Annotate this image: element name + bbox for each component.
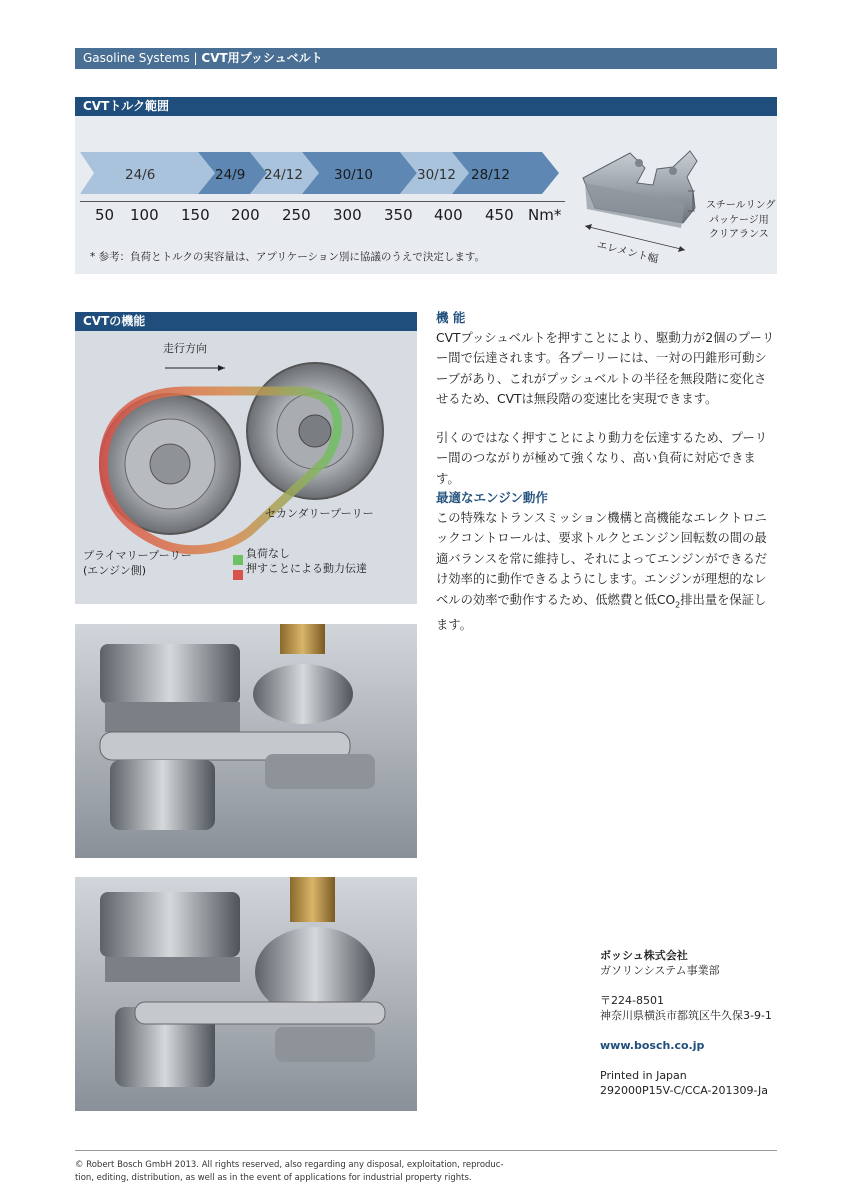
address: 神奈川県横浜市都筑区牛久保3-9-1 <box>600 1009 772 1022</box>
label-package: パッケージ用 <box>709 215 769 226</box>
label-steel-ring: スチールリング <box>706 200 776 211</box>
range-label-2: 24/9 <box>215 167 246 183</box>
header-separator: | <box>189 51 202 65</box>
scale-tick-50: 50 <box>95 206 115 224</box>
heading-engine-operation: 最適なエンジン動作 <box>436 490 548 505</box>
label-primary-pulley: プライマリープーリー <box>83 549 192 562</box>
scale-tick-150: 150 <box>181 206 210 224</box>
company-name: ボッシュ株式会社 <box>600 949 688 962</box>
copyright-line-1: © Robert Bosch GmbH 2013. All rights reserved, also regarding any disposal, exploitation, reproduc- <box>75 1160 504 1170</box>
division-name: ガソリンシステム事業部 <box>600 964 720 977</box>
paragraph-function-1: CVTプッシュベルトを押すことにより、駆動力が2個のプーリー間で伝達されます。各プーリーには、一対の円錐形可動シーブがあり、これがプッシュベルトの半径を無段階に変化させるため、CVTは無段階の変速比を実現できます。 <box>436 331 775 407</box>
scale-baseline <box>80 201 565 202</box>
torque-note: * 参考：負荷とトルクの実容量は、アプリケーション別に協議のうえで決定します。 <box>90 251 485 263</box>
scale-tick-250: 250 <box>282 206 311 224</box>
contact-block <box>600 948 772 1098</box>
copyright-line-2: tion, editing, distribution, as well as in the event of applications for industrial property rights. <box>75 1173 472 1183</box>
range-label-3: 24/12 <box>264 167 303 183</box>
legend-push-transmission: 押すことによる動力伝達 <box>246 562 367 575</box>
scale-unit: Nm* <box>528 206 562 224</box>
legend-no-load: 負荷なし <box>246 547 290 560</box>
header-bar <box>75 48 777 69</box>
cvt-photo-2 <box>75 877 417 1111</box>
range-label-5: 30/12 <box>417 167 456 183</box>
header-title: CVT用プッシュベルト <box>201 51 323 65</box>
cvt-function-diagram <box>75 312 417 604</box>
paragraph-engine <box>436 508 778 636</box>
range-label-6: 28/12 <box>471 167 510 183</box>
range-label-1: 24/6 <box>125 167 156 183</box>
paragraph-push-text: 引くのではなく押すことにより動力を伝達するため、プーリー間のつながりが極めて強くなり、高い負荷に対応できます。 <box>436 431 768 486</box>
heading-function: 機 能 <box>436 310 466 325</box>
paragraph-function <box>436 328 778 410</box>
footer-divider <box>75 1150 777 1151</box>
label-primary-engine: (エンジン側) <box>83 564 147 577</box>
printed-in: Printed in Japan <box>600 1069 687 1082</box>
scale-tick-350: 350 <box>384 206 413 224</box>
header-brand: Gasoline Systems <box>83 51 190 65</box>
range-label-4: 30/10 <box>334 167 373 183</box>
paragraph-engine-b: 排出量を保証します。 <box>436 592 767 633</box>
label-secondary-pulley: セカンダリープーリー <box>265 507 374 520</box>
label-direction: 走行方向 <box>163 342 207 355</box>
scale-tick-400: 400 <box>434 206 463 224</box>
paragraph-engine-a: この特殊なトランスミッション機構と高機能なエレクトロニックコントロールは、要求トルクとエンジン回転数の間の最適バランスを常に維持し、それによってエンジンができるだけ効率的に動作できるようにします。エンジンが理想的なレベルの効率で動作するため、低燃費と低CO <box>436 511 768 607</box>
scale-tick-100: 100 <box>130 206 159 224</box>
torque-section <box>75 97 777 274</box>
scale-tick-450: 450 <box>485 206 514 224</box>
torque-heading: CVTトルク範囲 <box>75 97 777 116</box>
website-link[interactable]: www.bosch.co.jp <box>600 1039 705 1052</box>
scale-tick-200: 200 <box>231 206 260 224</box>
paragraph-push <box>436 428 778 489</box>
postal-code: 〒224-8501 <box>600 994 664 1007</box>
copyright-footer <box>75 1159 505 1185</box>
function-heading: CVTの機能 <box>75 312 417 331</box>
label-element-width: エレメント幅 <box>595 238 660 266</box>
label-clearance: クリアランス <box>709 229 769 240</box>
co2-subscript: 2 <box>675 600 681 610</box>
document-code: 292000P15V-C/CCA-201309-Ja <box>600 1084 769 1097</box>
scale-tick-300: 300 <box>333 206 362 224</box>
cvt-photo-1 <box>75 624 417 858</box>
